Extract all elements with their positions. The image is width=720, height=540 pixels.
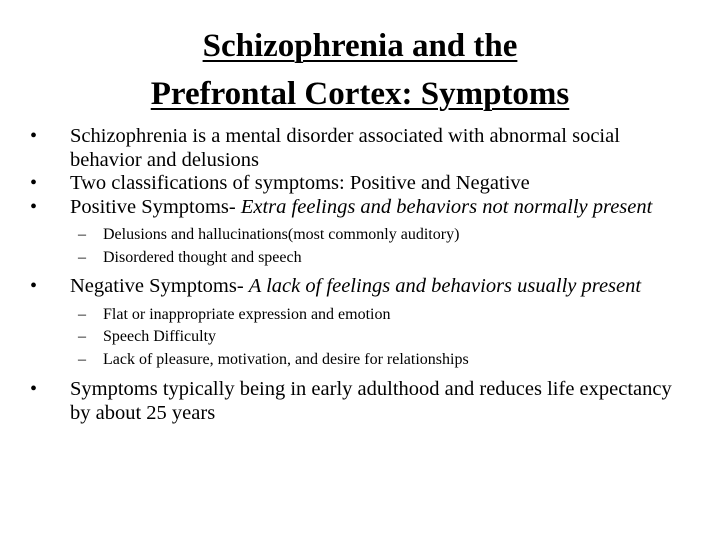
sub-bullet-text: Lack of pleasure, motivation, and desire for relationships	[103, 350, 469, 368]
slide-title	[0, 22, 720, 118]
bullet-glyph: •	[30, 275, 38, 297]
bullet-item-negative	[0, 275, 680, 299]
bullet-item	[0, 172, 680, 196]
bullet-item-positive	[0, 196, 680, 220]
sub-bullet-text: Flat or inappropriate expression and emotion	[103, 305, 391, 323]
bullet-glyph: •	[30, 125, 38, 147]
sub-bullet-text: Disordered thought and speech	[103, 248, 302, 266]
bullet-italic: Extra feelings and behaviors not normally present	[240, 195, 653, 218]
sub-bullet-item	[0, 247, 720, 270]
dash-glyph: –	[78, 226, 86, 243]
sub-bullet-item	[0, 224, 720, 247]
bullet-text: Schizophrenia is a mental disorder associated with abnormal social behavior and delusions	[70, 125, 620, 171]
slide-body	[0, 125, 720, 425]
sub-bullet-text: Delusions and hallucinations(most commonly auditory)	[103, 226, 460, 243]
dash-glyph: –	[78, 328, 86, 345]
bullet-italic: A lack of feelings and behaviors usually present	[248, 275, 642, 297]
bullet-lead: Negative Symptoms-	[70, 275, 249, 297]
sub-bullet-item	[0, 304, 720, 327]
sub-bullet-item	[0, 349, 720, 372]
sub-bullet-text: Speech Difficulty	[103, 328, 217, 345]
bullet-text: Symptoms typically being in early adulthood and reduces life expectancy by about 25 years	[70, 378, 672, 424]
dash-glyph: –	[78, 350, 86, 368]
title-line-1: Schizophrenia and the	[202, 28, 518, 64]
dash-glyph: –	[78, 248, 86, 266]
bullet-lead: Positive Symptoms-	[70, 195, 241, 218]
bullet-glyph: •	[30, 378, 38, 400]
bullet-text: Two classifications of symptoms: Positive and Negative	[70, 172, 530, 194]
bullet-item	[0, 125, 680, 172]
bullet-item	[0, 378, 680, 425]
bullet-glyph: •	[30, 195, 38, 218]
sub-bullet-item	[0, 326, 720, 349]
bullet-glyph: •	[30, 172, 38, 194]
dash-glyph: –	[78, 305, 86, 323]
title-line-2: Prefrontal Cortex: Symptoms	[150, 76, 570, 112]
